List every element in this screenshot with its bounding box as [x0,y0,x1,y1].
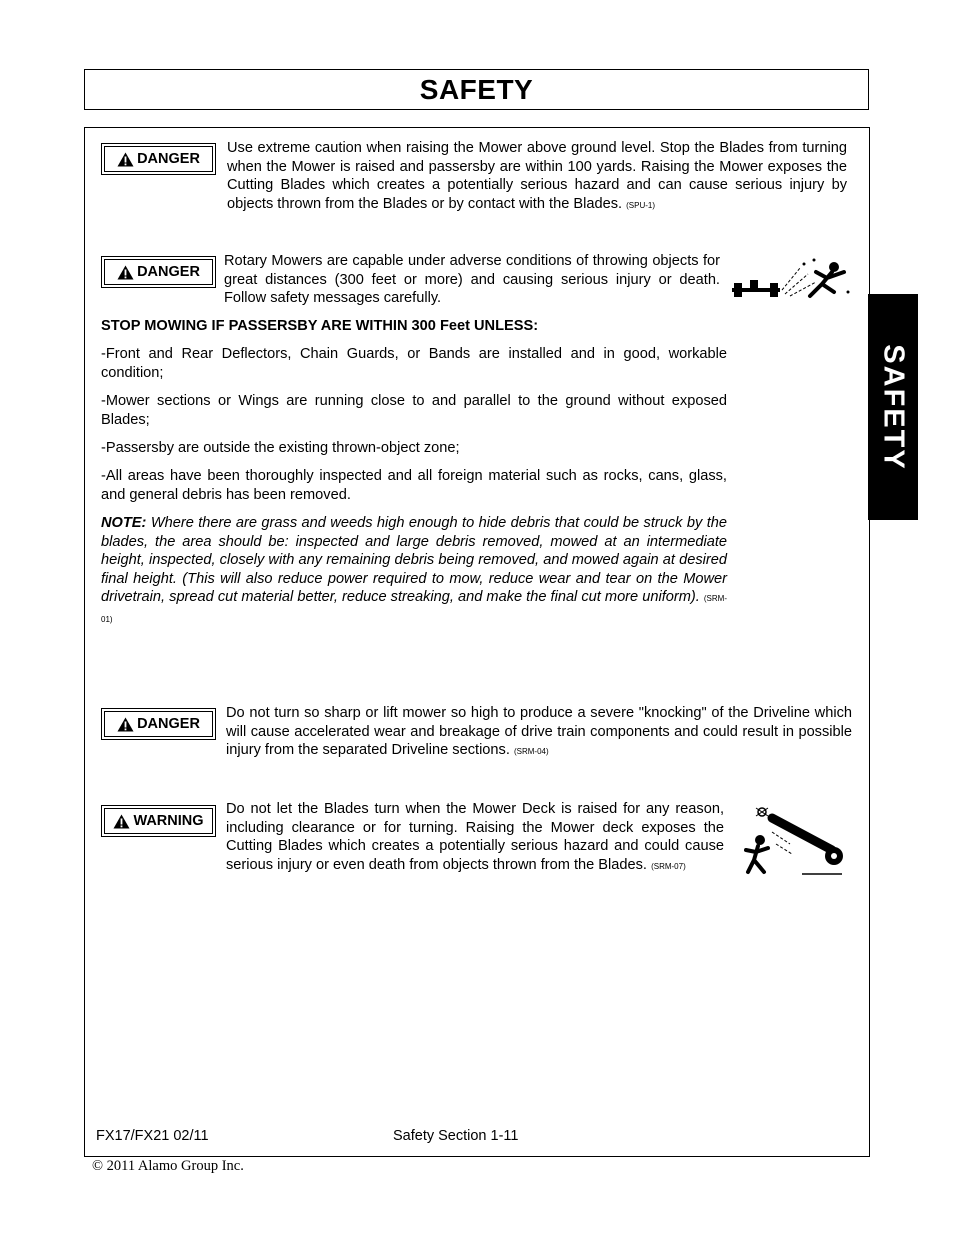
footer-section: Safety Section 1-11 [393,1128,519,1144]
message-text: Rotary Mowers are capable under adverse conditions of throwing objects for great distances (300 feet or more) and causing serious injury or death. Follow safety messages carefully. [224,253,720,307]
danger-label: DANGER [137,151,200,167]
page-header [84,69,869,110]
stop-mowing-heading: STOP MOWING IF PASSERSBY ARE WITHIN 300 Feet UNLESS: [101,318,539,334]
warning-triangle-icon [117,152,134,167]
condition-item: -Front and Rear Deflectors, Chain Guards, or Bands are installed and in good, workable condition; [101,346,727,381]
warning-label: WARNING [133,813,204,829]
warning-sign [101,805,216,837]
warning-triangle-icon [113,814,130,829]
page-title: SAFETY [419,73,534,105]
reference-code: (SPU-1) [626,200,655,210]
thrown-object-hazard-icon [730,256,855,306]
note-paragraph [101,514,727,630]
danger-message-3 [226,704,852,762]
side-tab-label: SAFETY [877,343,910,471]
condition-item: -All areas have been thoroughly inspected and all foreign material such as rocks, cans, glass, and general debris has been removed. [101,468,727,503]
note-label: NOTE: [101,515,147,531]
message-text: Do not let the Blades turn when the Mower Deck is raised for any reason, including clearance or for turning. Raising the Mower deck exposes the Cutting Blades which creates a potentially serious hazard and could cause serious injury or even death from objects thrown from the Blades. [226,801,724,873]
copyright: © 2011 Alamo Group Inc. [92,1158,244,1174]
footer-model: FX17/FX21 02/11 [96,1128,209,1144]
warning-triangle-icon [117,717,134,732]
condition-item: -Mower sections or Wings are running close to and parallel to the ground without exposed Blades; [101,393,727,428]
condition-item: -Passersby are outside the existing thrown-object zone; [101,440,460,456]
note-text: Where there are grass and weeds high enough to hide debris that could be struck by the blades, the area should be: inspected and large debris removed, mowed at an intermediate height, inspected, closely with any remaining debris being removed, and mowed again at desired final height. (This will also reduce power required to mow, reduce wear and tear on the Mower drivetrain, spread cut material better, reduce streaking, and make the final cut more uniform). [101,515,727,606]
danger-sign [101,256,216,288]
danger-sign [101,143,216,175]
message-text: Use extreme caution when raising the Mower above ground level. Stop the Blades from turning when the Mower is raised and passersby are within 100 yards. Raising the Mower exposes the Cutting Blades which creates a potentially serious hazard and can cause serious injury by objects thrown from the Blades or by contact with the Blades. [227,140,847,212]
message-text: Do not turn so sharp or lift mower so high to produce a severe "knocking" of the Driveline which will cause accelerated wear and breakage of drive train components and could result in possible injury from the separated Driveline sections. [226,705,852,759]
reference-code: (SRM-01) [101,594,727,624]
warning-message [226,800,724,876]
danger-message-2 [224,252,720,308]
side-tab [868,294,918,520]
danger-message-1 [227,139,847,215]
raised-deck-hazard-icon [742,804,844,876]
reference-code: (SRM-07) [651,861,686,871]
reference-code: (SRM-04) [513,747,549,757]
warning-triangle-icon [117,265,134,280]
danger-label: DANGER [137,264,200,280]
danger-sign [101,708,216,740]
danger-label: DANGER [137,716,200,732]
